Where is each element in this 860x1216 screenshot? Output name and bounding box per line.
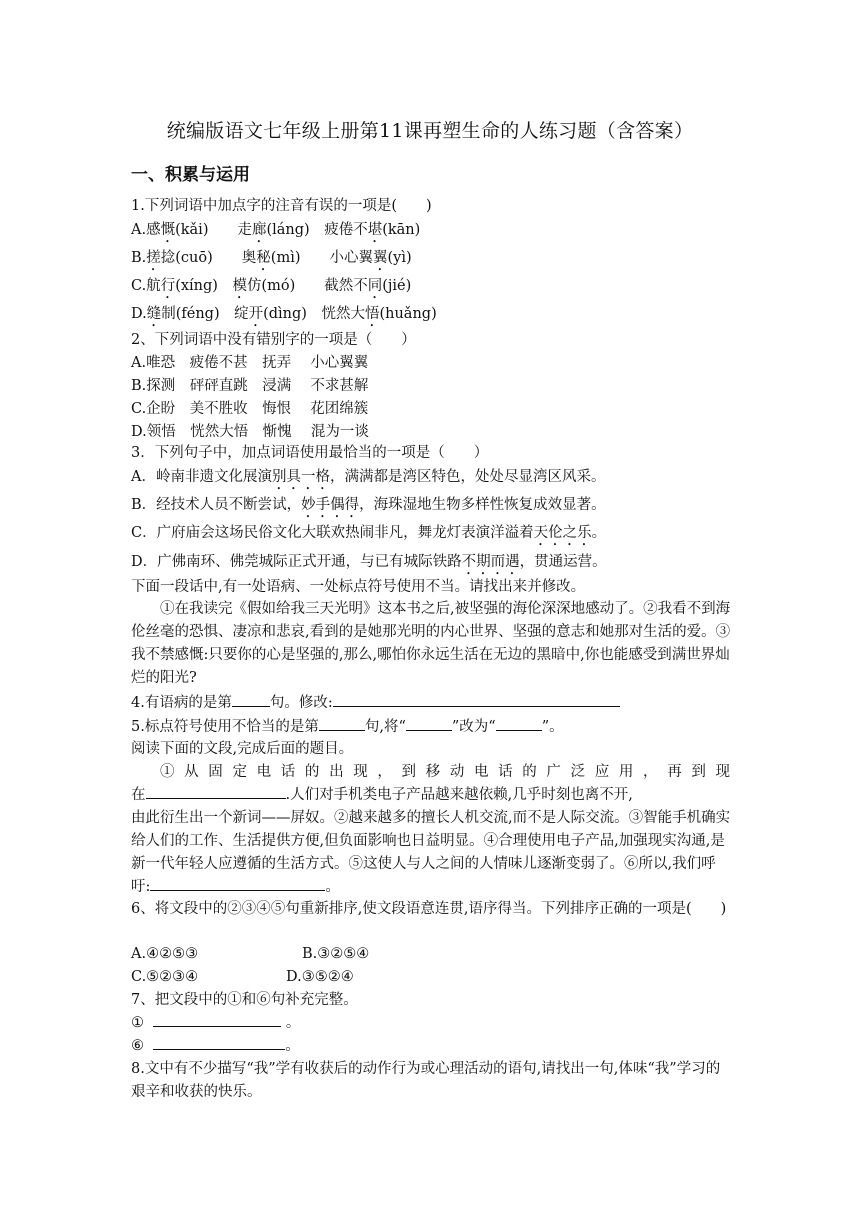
passage2-line2: 在 .人们对手机类电子产品越来越依赖,几乎时刻也离不开,: [131, 784, 633, 806]
q3-option-b: B．经技术人员不断尝试，妙手偶得，海珠湿地生物多样性恢复成效显著。: [131, 497, 606, 513]
passage2-intro: 阅读下面的文段,完成后面的题目。: [131, 741, 354, 757]
q6-option-a: A.④②⑤③: [131, 946, 199, 962]
passage1-intro: 下面一段话中,有一处语病、一处标点符号使用不当。请找出来并修改。: [131, 579, 586, 595]
q1-option-b: B.搓捻(cuō) 奥秘(mì) 小心翼翼(yì): [131, 250, 412, 266]
q2-option-d: D.领悟 恍然大悟 惭愧 混为一谈: [131, 424, 369, 440]
q7-answer-1: ① 。: [131, 1012, 300, 1034]
q4-blank-fix[interactable]: [333, 692, 620, 707]
section-heading: 一、积累与运用: [131, 165, 250, 185]
q2-stem: 2、下列词语中没有错别字的一项是（ ）: [131, 332, 416, 348]
passage1-text: ①在我读完《假如给我三天光明》这本书之后,被坚强的海伦深深地感动了。②我看不到海伦丝毫的恐惧、凄凉和悲哀,看到的是她那光明的内心世界、坚强的意志和她那对生活的爱。③我不禁感慨:只要你的心是坚强的,那么,哪怕你永远生活在无边的黑暗中,你也能感受到满世界灿烂的阳光?: [131, 601, 731, 686]
q3-option-c: C．广府庙会这场民俗文化大联欢热闹非凡，舞龙灯表演洋溢着天伦之乐。: [131, 525, 607, 541]
q5-blank-from[interactable]: [406, 716, 452, 731]
q1-stem: 1.下列词语中加点字的注音有误的一项是( ): [131, 198, 432, 214]
q4-line: 4.有语病的是第 句。修改:: [131, 692, 620, 714]
q7-blank-1[interactable]: [153, 1012, 281, 1027]
passage2-line1: ①从固定电话的出现，到移动电话的广泛应用，再到现: [160, 764, 730, 780]
q3-option-d: D．广佛南环、佛莞城际正式开通，与已有城际铁路不期而遇，贯通运营。: [131, 554, 607, 570]
q2-option-c: C.企盼 美不胜收 悔恨 花团绵簇: [131, 401, 369, 417]
q5-line: 5.标点符号使用不恰当的是第 句,将“ ”改为“ ”。: [131, 716, 564, 738]
q6-option-b: B.③②⑤④: [302, 946, 370, 962]
q5-blank-sentence[interactable]: [319, 716, 365, 731]
passage2-blank-1[interactable]: [146, 784, 286, 799]
q3-option-a: A．岭南非遗文化展演别具一格，满满都是湾区特色，处处尽显湾区风采。: [131, 469, 606, 485]
q5-blank-to[interactable]: [496, 716, 542, 731]
q7-blank-6[interactable]: [153, 1035, 285, 1050]
q1-option-c: C.航行(xíng) 模仿(mó) 截然不同(jié): [131, 278, 412, 294]
passage2-blank-6[interactable]: [150, 876, 325, 891]
passage2-text: 由此衍生出一个新词——屏奴。②越来越多的擅长人机交流,而不是人际交流。③智能手机确实给人们的工作、生活提供方便,但负面影响也日益明显。④合理使用电子产品,加强现实沟通,是新一代年轻人应遵循的生活方式。⑤这使人与人之间的人情味儿逐渐变弱了。⑥所以,我们呼吁: 。: [131, 810, 731, 895]
q6-option-c: C.⑤②③④: [131, 969, 199, 985]
q2-option-b: B.探测 砰砰直跳 浸满 不求甚解: [131, 378, 369, 394]
q1-option-d: D.缝制(féng) 绽开(dìng) 恍然大悟(huǎng): [131, 306, 437, 322]
q2-option-a: A.唯恐 疲倦不甚 抚弄 小心翼翼: [131, 355, 369, 371]
q6-option-d: D.③⑤②④: [286, 969, 354, 985]
q1-option-a: A.感慨(kǎi) 走廊(láng) 疲倦不堪(kān): [131, 222, 421, 238]
q6-stem: 6、将文段中的②③④⑤句重新排序,使文段语意连贯,语序得当。下列排序正确的一项是( ): [131, 901, 727, 917]
q7-stem: 7、把文段中的①和⑥句补充完整。: [131, 992, 358, 1008]
q8-stem: 8.文中有不少描写“我”学有收获后的动作行为或心理活动的语句,请找出一句,体味“我”学习的艰辛和收获的快乐。: [131, 1061, 721, 1100]
q3-stem: 3．下列句子中，加点词语使用最恰当的一项是（ ）: [131, 445, 489, 461]
document-title: 统编版语文七年级上册第11课再塑生命的人练习题（含答案）: [166, 120, 694, 142]
q7-answer-6: ⑥ 。: [131, 1035, 300, 1057]
q4-blank-sentence[interactable]: [232, 692, 270, 707]
